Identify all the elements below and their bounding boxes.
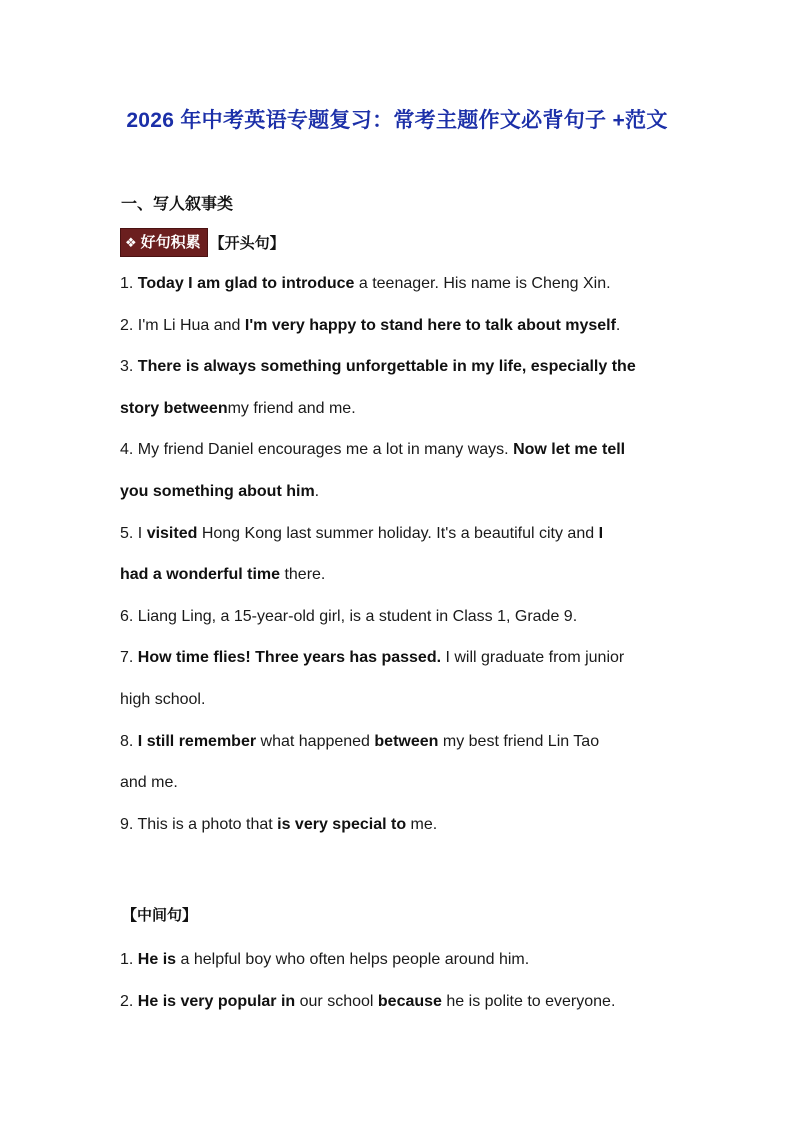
sentence-text: our school bbox=[295, 992, 378, 1010]
document-title: 2026 年中考英语专题复习：常考主题作文必背句子 +范文 bbox=[126, 109, 668, 132]
key-phrase: is very special to bbox=[277, 815, 407, 833]
diamond-icon: ❖ bbox=[125, 235, 137, 250]
sentence-line bbox=[120, 478, 319, 506]
good-sentences-label-row bbox=[120, 229, 285, 256]
key-phrase: I bbox=[598, 524, 604, 542]
key-phrase: I still remember bbox=[137, 732, 257, 750]
sentence-text: me. bbox=[406, 815, 438, 833]
sentence-line bbox=[120, 353, 636, 381]
sentence-line bbox=[120, 686, 205, 714]
sentence-text: a teenager. His name is Cheng Xin. bbox=[354, 275, 611, 292]
key-phrase: visited bbox=[146, 524, 198, 542]
sentence-line bbox=[120, 728, 599, 756]
sentence-text: 2. I'm Li Hua and bbox=[120, 316, 245, 334]
key-phrase: There is always something unforgettable in my life, especially the bbox=[137, 358, 636, 376]
key-phrase: story between bbox=[120, 399, 228, 417]
sentence-line bbox=[120, 395, 356, 423]
key-phrase: you something about him bbox=[120, 483, 315, 500]
sentence-text: my best friend Lin Tao bbox=[438, 732, 600, 750]
sentence-text: 7. bbox=[120, 649, 138, 667]
sentence-line bbox=[120, 312, 620, 340]
sentence-line bbox=[120, 270, 611, 298]
sentence-text: 2. bbox=[120, 992, 138, 1010]
sentence-line bbox=[120, 769, 178, 797]
key-phrase: Today I am glad to introduce bbox=[137, 275, 355, 292]
sentence-text: high school. bbox=[120, 691, 206, 708]
good-sentences-tag bbox=[120, 228, 208, 257]
sentence-line bbox=[120, 946, 529, 974]
sentence-text: there. bbox=[280, 566, 326, 584]
sentence-text: I will graduate from junior bbox=[441, 649, 625, 667]
sentence-text: . bbox=[314, 483, 320, 500]
sentence-line bbox=[120, 561, 325, 589]
sentence-text: . bbox=[615, 316, 621, 334]
key-phrase: because bbox=[377, 992, 442, 1010]
sentence-text: 8. bbox=[120, 732, 138, 750]
sentence-line bbox=[120, 988, 615, 1016]
key-phrase: between bbox=[374, 732, 439, 750]
section-heading: 一、写人叙事类 bbox=[121, 196, 234, 213]
opening-sentences-label: 【开头句】 bbox=[209, 235, 285, 252]
sentence-text: and me. bbox=[120, 774, 178, 792]
key-phrase: How time flies! Three years has passed. bbox=[137, 649, 442, 667]
sentence-text: Hong Kong last summer holiday. It's a beautiful city and bbox=[197, 524, 599, 542]
sentence-text: 6. Liang Ling, a 15-year-old girl, is a student in Class 1, Grade 9. bbox=[120, 607, 578, 625]
key-phrase: had a wonderful time bbox=[120, 566, 281, 584]
sentence-text: he is polite to everyone. bbox=[441, 992, 616, 1010]
key-phrase: He is very popular in bbox=[137, 992, 296, 1010]
key-phrase: Now let me tell bbox=[513, 441, 626, 459]
middle-sentences-label: 【中间句】 bbox=[122, 907, 198, 924]
sentence-line bbox=[120, 436, 625, 464]
sentence-line bbox=[120, 644, 624, 672]
key-phrase: He is bbox=[137, 951, 177, 968]
sentence-text: a helpful boy who often helps people around him. bbox=[176, 951, 530, 968]
sentence-text: 3. bbox=[120, 358, 138, 376]
good-sentences-tag-text: 好句积累 bbox=[140, 234, 201, 251]
key-phrase: I'm very happy to stand here to talk about myself bbox=[244, 316, 616, 334]
sentence-line bbox=[120, 520, 603, 548]
sentence-text: 4. My friend Daniel encourages me a lot in many ways. bbox=[120, 441, 514, 459]
sentence-text: 1. bbox=[120, 951, 138, 968]
sentence-text: my friend and me. bbox=[227, 399, 356, 417]
sentence-text: what happened bbox=[256, 732, 375, 750]
sentence-text: 5. I bbox=[120, 524, 147, 542]
sentence-line bbox=[120, 811, 437, 839]
sentence-line bbox=[120, 603, 577, 631]
sentence-text: 9. This is a photo that bbox=[120, 815, 278, 833]
sentence-text: 1. bbox=[120, 275, 138, 292]
